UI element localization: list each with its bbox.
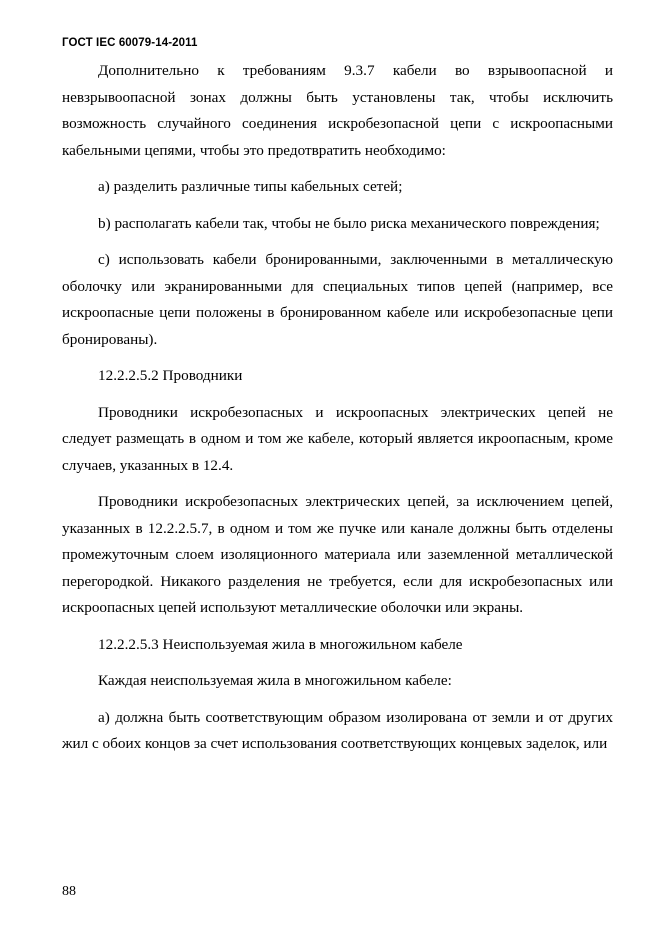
document-header: ГОСТ IEC 60079-14-2011 (62, 37, 198, 49)
section-heading-unused-core: 12.2.2.5.3 Неиспользуемая жила в многожильном кабеле (98, 635, 463, 653)
paragraph-conductors-1: Проводники искробезопасных и искроопасных электрических цепей не следует размещать в одном и том же кабеле, который является икроопасным, кроме случаев, указанных в 12.4. (62, 403, 613, 474)
section-heading-conductors: 12.2.2.5.2 Проводники (98, 367, 243, 384)
paragraph-unused-core-intro: Каждая неиспользуемая жила в многожильном кабеле: (98, 672, 452, 689)
paragraph-conductors-2: Проводники искробезопасных электрических цепей, за исключением цепей, указанных в 12.2.2.5.7, в одном и том же пучке или канале должны быть отделены промежуточным слоем изоляционного материала или заземленной металлической перегородкой. Никакого разделения не требуется, если для искробезопасных или искроопасных цепей используют металлические оболочки или экраны. (62, 493, 613, 616)
page-number: 88 (62, 884, 76, 899)
list-item-a: a) разделить различные типы кабельных сетей; (98, 178, 403, 195)
document-body (62, 58, 613, 768)
list-item-b: b) располагать кабели так, чтобы не было риска механического повреждения; (98, 214, 600, 232)
list-item-c: c) использовать кабели бронированными, заключенными в металлическую оболочку или экранированными для специальных типов цепей (например, все искроопасные цепи положены в бронированном кабеле или искробезопасные цепи бронированы). (62, 251, 613, 348)
paragraph-intro: Дополнительно к требованиям 9.3.7 кабели во взрывоопасной и невзрывоопасной зонах должны быть установлены так, чтобы исключить возможность случайного соединения искробезопасной цепи с искроопасными кабельными цепями, чтобы это предотвратить необходимо: (62, 62, 613, 159)
list-item-unused-a: а) должна быть соответствующим образом изолирована от земли и от других жил с обоих концов за счет использования соответствующих концевых заделок, или (62, 708, 613, 752)
